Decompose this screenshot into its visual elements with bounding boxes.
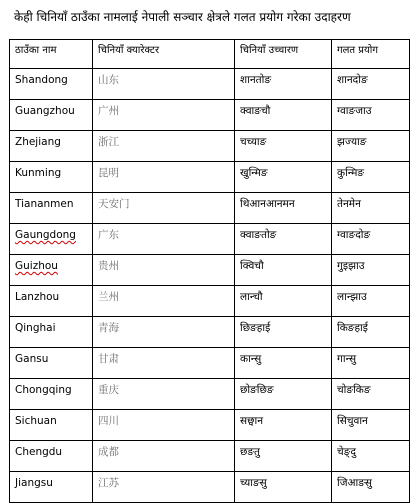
place-names-table xyxy=(9,39,410,503)
wrong-usage: कुन्मिङ xyxy=(332,162,410,193)
wrong-usage: ग्वाङदोङ xyxy=(332,224,410,255)
wrong-usage: जिआङसु xyxy=(332,472,410,503)
table-row xyxy=(10,193,410,224)
table-row xyxy=(10,348,410,379)
chinese-character: 贵州 xyxy=(93,255,235,286)
place-name: Kunming xyxy=(10,162,93,193)
wrong-usage: चेङ्दु xyxy=(332,441,410,472)
wrong-usage: लान्झाउ xyxy=(332,286,410,317)
chinese-pronunciation: क्वाङतोङ xyxy=(235,224,332,255)
place-name xyxy=(10,255,93,286)
chinese-pronunciation: लान्चौ xyxy=(235,286,332,317)
table-row xyxy=(10,472,410,503)
chinese-character: 广东 xyxy=(93,224,235,255)
place-name: Lanzhou xyxy=(10,286,93,317)
place-name: Sichuan xyxy=(10,410,93,441)
wrong-usage: गान्सु xyxy=(332,348,410,379)
table-row xyxy=(10,317,410,348)
chinese-character: 四川 xyxy=(93,410,235,441)
chinese-character: 昆明 xyxy=(93,162,235,193)
wrong-usage: शानदोङ xyxy=(332,69,410,100)
chinese-character: 天安门 xyxy=(93,193,235,224)
table-row xyxy=(10,255,410,286)
place-name: Chengdu xyxy=(10,441,93,472)
chinese-character: 兰州 xyxy=(93,286,235,317)
chinese-pronunciation: शानतोङ xyxy=(235,69,332,100)
table-row xyxy=(10,131,410,162)
chinese-pronunciation: क्विचौ xyxy=(235,255,332,286)
chinese-pronunciation: छोङछिङ xyxy=(235,379,332,410)
chinese-pronunciation: च्याङसु xyxy=(235,472,332,503)
header-wrong-usage: गलत प्रयोग xyxy=(332,40,410,69)
chinese-pronunciation: छङतु xyxy=(235,441,332,472)
wrong-usage: सिचुवान xyxy=(332,410,410,441)
chinese-pronunciation: चच्याङ xyxy=(235,131,332,162)
table-row xyxy=(10,410,410,441)
table-row xyxy=(10,286,410,317)
chinese-pronunciation: कान्सु xyxy=(235,348,332,379)
chinese-character: 成都 xyxy=(93,441,235,472)
place-name: Jiangsu xyxy=(10,472,93,503)
chinese-pronunciation: थिआनआनमन xyxy=(235,193,332,224)
place-name: Qinghai xyxy=(10,317,93,348)
chinese-character: 广州 xyxy=(93,100,235,131)
chinese-pronunciation: क्वाङचौ xyxy=(235,100,332,131)
table-row xyxy=(10,69,410,100)
header-chinese-pronunciation: चिनियाँ उच्चारण xyxy=(235,40,332,69)
place-name: Guangzhou xyxy=(10,100,93,131)
chinese-character: 山东 xyxy=(93,69,235,100)
chinese-pronunciation: छिङहाई xyxy=(235,317,332,348)
chinese-character: 重庆 xyxy=(93,379,235,410)
header-chinese-character: चिनियाँ क्यारेक्टर xyxy=(93,40,235,69)
document-title: केही चिनियाँ ठाउँका नामलाई नेपाली सञ्चार क्षेत्रले गलत प्रयोग गरेका उदाहरण xyxy=(14,10,351,24)
chinese-pronunciation: सछ्वान xyxy=(235,410,332,441)
place-name: Shandong xyxy=(10,69,93,100)
misspelled-place-name: Guizhou xyxy=(15,260,58,272)
place-name: Zhejiang xyxy=(10,131,93,162)
table-row xyxy=(10,379,410,410)
chinese-pronunciation: खुन्मिङ xyxy=(235,162,332,193)
table-header-row xyxy=(10,40,410,69)
misspelled-place-name: Gaungdong xyxy=(15,229,76,241)
place-name xyxy=(10,224,93,255)
header-place-name: ठाउँका नाम xyxy=(10,40,93,69)
place-name: Gansu xyxy=(10,348,93,379)
wrong-usage: झज्याङ xyxy=(332,131,410,162)
table-row xyxy=(10,100,410,131)
chinese-character: 甘肃 xyxy=(93,348,235,379)
place-name: Tiananmen xyxy=(10,193,93,224)
wrong-usage: किङहाई xyxy=(332,317,410,348)
table-row xyxy=(10,162,410,193)
place-name: Chongqing xyxy=(10,379,93,410)
table-row xyxy=(10,224,410,255)
chinese-character: 浙江 xyxy=(93,131,235,162)
wrong-usage: ग्वाङजाउ xyxy=(332,100,410,131)
table-row xyxy=(10,441,410,472)
chinese-character: 江苏 xyxy=(93,472,235,503)
wrong-usage: तेनमेन xyxy=(332,193,410,224)
wrong-usage: गुइझाउ xyxy=(332,255,410,286)
chinese-character: 青海 xyxy=(93,317,235,348)
wrong-usage: चोङकिङ xyxy=(332,379,410,410)
